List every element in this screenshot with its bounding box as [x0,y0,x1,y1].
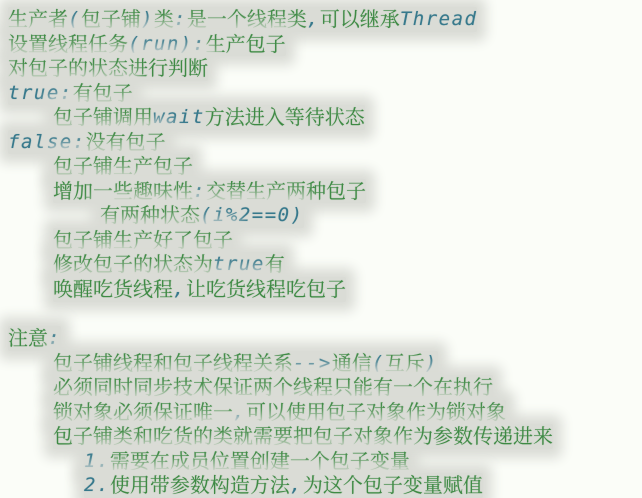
note-text-segment: 使用带参数构造方法 [109,473,290,498]
code-text-segment: , [289,474,303,497]
line-text-halo [84,473,483,498]
line-text-halo [53,375,493,400]
line-text-halo [8,56,208,81]
code-text-segment: , [233,400,246,423]
note-text-segment: 为这个包子变量赋值 [302,473,483,498]
line-text-halo [53,179,366,204]
note-text-segment: 交替生产两种包子 [205,178,366,203]
note-line [0,351,642,376]
line-text-halo [8,326,61,351]
line-text-halo [100,203,304,228]
code-text-segment: : [193,179,206,202]
note-text-segment: 对包子的状态进行判断 [8,56,208,81]
note-text-segment: 包子铺 [80,7,141,31]
note-text-segment: 可以继承 [319,7,400,31]
code-text-segment: --> [293,351,332,374]
code-text-segment: : [173,8,187,30]
note-text-segment: 是一个线程类 [186,7,307,31]
code-text-segment: : [48,327,61,350]
line-text-halo [8,81,133,106]
code-text-segment: true [213,253,265,276]
line-text-halo [53,277,346,302]
note-text-segment: 需要在成员位置创建一个包子变量 [109,448,410,473]
code-text-segment: wait [153,106,205,129]
line-text-halo [53,105,365,130]
code-text-segment: ( [68,8,81,30]
note-text-segment: 包子铺类和吃货的类就需要把包子对象作为参数传递进来 [53,424,553,449]
note-line [0,473,642,498]
note-text-segment: 注意 [8,326,48,351]
note-text-segment: 包子铺生产好了包子 [53,227,233,252]
note-text-segment: 通信 [331,350,372,375]
line-text-halo [53,400,506,425]
note-text-segment: 可以使用包子对象作为锁对象 [245,399,506,424]
note-line [0,7,642,32]
note-line [0,154,642,179]
note-text-segment: 包子铺调用 [53,105,153,130]
note-line [0,32,642,57]
code-text-segment: 2. [84,474,110,497]
note-text-segment: 唤醒吃货线程 [53,277,173,302]
note-text-segment: 包子铺生产包子 [53,154,193,179]
code-text-segment: true: [8,81,73,104]
code-text-segment: ( [371,351,385,374]
note-line [0,302,642,327]
line-text-halo [53,228,233,253]
note-text-segment: 类 [153,7,174,31]
note-line [0,400,642,425]
note-text-segment: 锁对象必须保证唯一 [53,399,233,424]
line-text-halo [8,130,166,155]
note-text-segment: 生产者 [8,7,68,31]
code-text-segment: ) [424,351,438,374]
line-text-halo [84,449,410,474]
note-line [0,449,642,474]
note-text-segment: 设置线程任务 [8,31,128,56]
note-line [0,252,642,277]
code-text-segment: false: [8,130,86,153]
code-text-segment: 1. [84,449,110,472]
line-text-halo [8,7,477,32]
line-text-halo [8,32,286,57]
code-text-segment: , [306,8,320,30]
code-text-segment: , [173,278,186,301]
note-text-segment: 包子铺线程和包子线程关系 [53,350,293,375]
note-line [0,375,642,400]
note-line [0,56,642,81]
code-text-segment: ) [140,8,154,30]
note-text-segment: 没有包子 [85,129,166,154]
code-text-segment: (i%2==0) [200,204,304,227]
code-text-segment: Thread [399,8,478,30]
note-text-segment: 互斥 [384,350,425,375]
note-text-segment: 方法进入等待状态 [204,105,365,130]
note-line [0,130,642,155]
note-line [0,424,642,449]
line-text-halo [53,252,285,277]
note-text-segment: 有 [264,252,285,277]
note-line [0,105,642,130]
note-line [0,179,642,204]
note-text-segment: 增加一些趣味性 [53,178,193,203]
note-line [0,81,642,106]
code-text-segment: (run): [128,32,206,55]
note-text-segment: 修改包子的状态为 [53,252,213,277]
note-text-segment: 有包子 [72,80,133,105]
line-text-halo [53,424,553,449]
line-text-halo [53,154,193,179]
note-text-segment: 必须同时同步技术保证两个线程只能有一个在执行 [53,375,493,400]
line-text-halo [53,351,438,376]
note-line [0,277,642,302]
note-text-segment: 生产包子 [205,31,286,56]
note-line [0,203,642,228]
note-text-segment: 有两种状态 [100,203,200,228]
note-line [0,326,642,351]
note-line [0,228,642,253]
note-text-segment: 让吃货线程吃包子 [185,277,346,302]
